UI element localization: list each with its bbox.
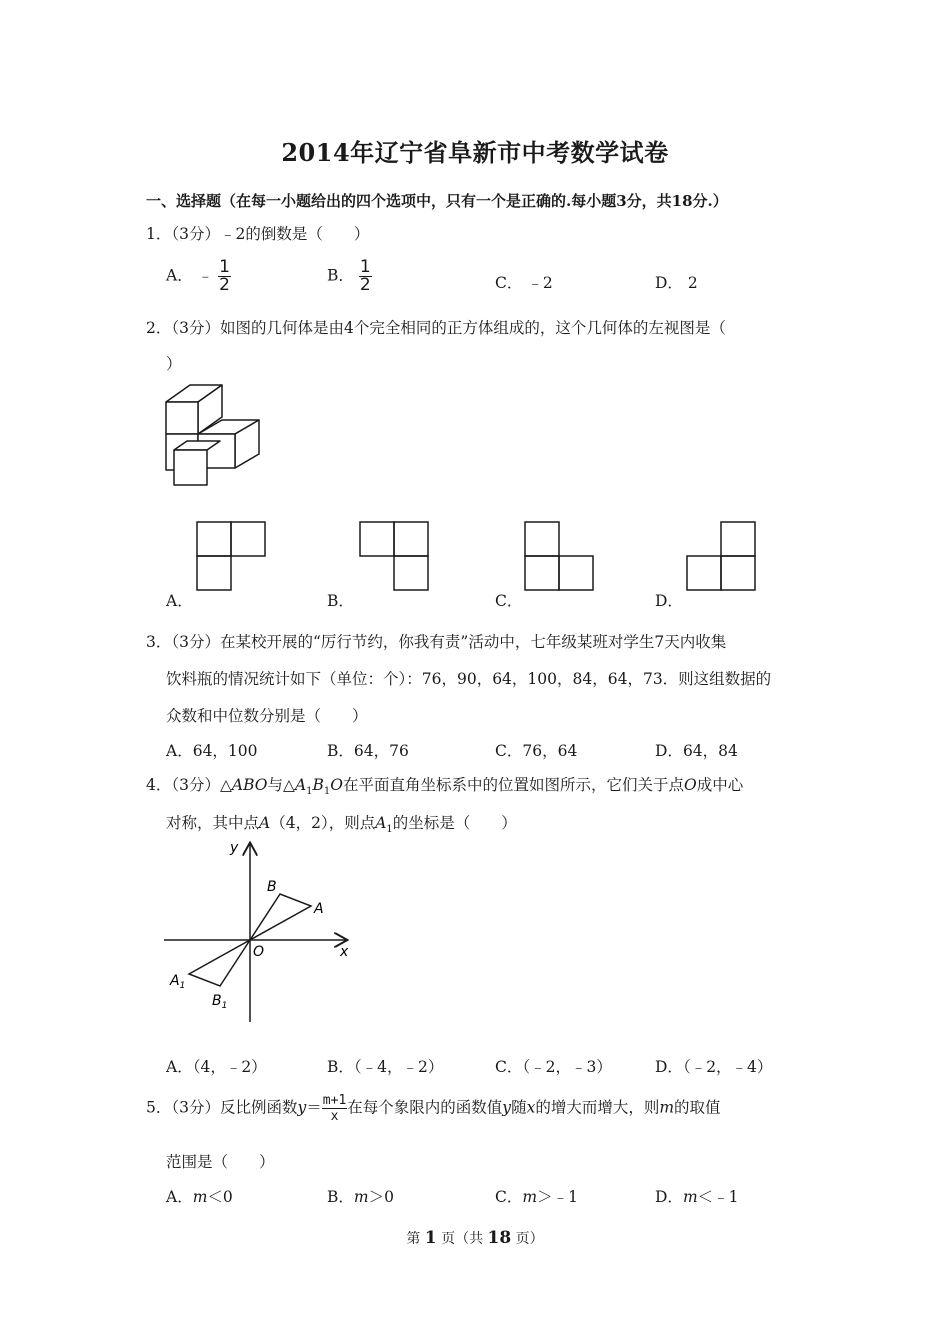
q4-option-d[interactable] [655,1055,772,1077]
q4-text: 对称，其中点 [166,814,260,832]
q4-point-a: A [259,814,271,832]
x-axis-label: x [340,944,349,960]
q4-option-a[interactable] [166,1055,267,1077]
q2-option-b[interactable]: B． [327,592,354,610]
q4-sub: 1 [306,786,313,798]
option-text: ＞﹣1 [537,1188,578,1206]
q4-sub: 1 [323,786,331,798]
option-text: 64，84 [682,742,738,760]
point-b1-label [212,993,227,1011]
q5-equals: ＝ [306,1098,322,1117]
footer-total-pages: 18 [487,1228,512,1248]
q4-o: O [330,776,343,794]
question-4-line2 [166,812,517,841]
option-label: C． [495,1058,523,1076]
q5-var-m: m [659,1098,675,1117]
option-text: ＜﹣1 [697,1188,739,1206]
q4-text: 的坐标是（ ） [392,814,517,832]
option-label: A． [166,266,193,285]
q2-option-d[interactable]: D． [655,592,683,610]
q4-text: 成中心 [696,776,744,794]
question-score: （3分） [171,225,220,243]
option-text: （﹣2，﹣3） [522,1058,612,1076]
option-label: B． [327,742,354,760]
point-a-label: A [314,901,324,917]
denominator: 2 [359,275,371,295]
q5-option-d[interactable] [655,1185,739,1207]
denominator: 2 [219,275,230,295]
question-score: （3分） [171,776,220,794]
option-var: m [192,1188,208,1206]
option-var: m [353,1188,369,1206]
q3-option-a[interactable] [166,739,258,761]
q5-text: 的取值 [674,1098,721,1117]
q4-b1: B [312,776,324,794]
option-text: ﹣2 [527,274,553,292]
question-text: 在某校开展的“厉行节约，你我有责”活动中，七年级某班对学生7天内收集 [220,633,727,651]
question-5 [146,1093,721,1124]
numerator: 1 [219,257,230,277]
section-heading: 一、选择题（在每一小题给出的四个选项中，只有一个是正确的.每小题3分，共18分.） [146,192,728,210]
q5-text: 随 [511,1098,527,1117]
fraction [359,259,372,294]
point-b-label: B [267,879,277,895]
point-a1-label [169,973,185,991]
q2-option-a-figure [196,521,266,591]
question-number: 2． [146,319,172,337]
question-4 [146,774,743,803]
page-footer [0,1228,950,1248]
footer-mid: 页（共 [441,1231,484,1247]
y-axis-label: y [230,840,239,856]
q5-var-y2: y [502,1098,512,1117]
q4-point-a1: A [375,814,387,832]
option-text: （﹣2，﹣4） [682,1058,773,1076]
question-3 [146,631,726,653]
q4-option-b[interactable] [327,1055,443,1077]
q1-option-d[interactable] [655,271,698,293]
point-b1-sub: 1 [221,1001,228,1011]
q4-text: △ [220,776,232,794]
origin-label: O [253,944,265,960]
q5-fraction [322,1093,347,1124]
option-label: D． [655,1188,683,1206]
q5-var-x: x [526,1098,536,1117]
option-text: 2 [687,274,698,292]
q4-a1: A [294,776,307,794]
footer-post: 页） [515,1231,544,1247]
question-score: （3分） [171,633,220,651]
q2-option-b-figure [359,521,429,591]
option-label: B． [327,1188,354,1206]
question-number: 3． [146,633,172,651]
page-title: 2014年辽宁省阜新市中考数学试卷 [281,138,669,167]
q1-option-c[interactable] [495,271,553,293]
option-label: C． [495,1188,523,1206]
q5-text: 反比例函数 [220,1098,298,1117]
q2-option-d-figure [686,521,756,591]
q2-option-c[interactable]: C． [495,592,523,610]
option-label: B． [327,1058,354,1076]
option-text: （﹣4，﹣2） [353,1058,444,1076]
q5-var-y: y [297,1098,307,1117]
q4-option-c[interactable] [495,1055,612,1077]
option-text: ＞0 [368,1188,394,1206]
question-text: 如图的几何体是由4个完全相同的正方体组成的，这个几何体的左视图是（ [220,319,726,337]
option-var: m [682,1188,698,1206]
q3-option-d[interactable] [655,739,738,761]
numerator: 1 [359,257,371,277]
q4-text: 与△ [267,776,295,794]
question-score: （3分） [171,1098,220,1117]
q1-option-b[interactable] [327,259,372,294]
option-text: ＜0 [207,1188,233,1206]
cube-figure [160,380,270,490]
triangle-a1b1o [189,940,250,986]
option-text: （4，﹣2） [192,1058,267,1076]
option-label: A． [166,1058,193,1076]
footer-pre: 第 [406,1231,421,1247]
q4-sub: 1 [386,824,393,836]
option-label: D． [655,274,683,292]
q5-text: 的增大而增大，则 [535,1098,660,1117]
option-text: 76，64 [522,742,578,760]
option-label: A． [166,1188,193,1206]
question-1 [146,223,369,245]
question-3-line3: 众数和中位数分别是（ ） [166,707,368,725]
option-label: D． [655,1058,683,1076]
q5-option-a[interactable] [166,1185,233,1207]
q2-option-a[interactable]: A． [166,592,193,610]
q1-option-a[interactable] [166,259,231,294]
point-a1-sub: 1 [179,981,186,991]
footer-page-number: 1 [424,1228,437,1248]
option-text: 64，100 [192,742,258,760]
option-var: m [522,1188,538,1206]
q2-option-c-figure [524,521,594,591]
option-sign: ﹣ [197,266,214,285]
question-text: ﹣2的倒数是（ ） [220,225,370,243]
question-number: 5． [146,1098,172,1117]
q4-o2: O [684,776,697,794]
question-3-line2: 饮料瓶的情况统计如下（单位：个）：76，90，64，100，84，64，73．则这组数据的 [166,670,772,688]
option-label: A． [166,742,193,760]
q4-abo: ABO [231,776,268,794]
option-label: C． [495,742,523,760]
question-2 [146,317,726,339]
numerator: m+1 [322,1093,347,1108]
q4-text: 在平面直角坐标系中的位置如图所示，它们关于点 [343,776,685,794]
q4-text: （4，2），则点 [270,814,376,832]
coordinate-figure [160,838,360,1028]
question-score: （3分） [171,319,220,337]
denominator: x [330,1109,339,1124]
question-number: 1． [146,225,172,243]
triangle-abo [250,894,311,940]
q5-option-c[interactable] [495,1185,578,1207]
q5-option-b[interactable] [327,1185,394,1207]
point-a1-letter: A [170,973,180,989]
option-label: D． [655,742,683,760]
option-label: B． [327,266,354,285]
question-number: 4． [146,776,172,794]
point-b1-letter: B [212,993,222,1009]
question-2-line2: ） [166,355,182,373]
q5-text: 在每个象限内的函数值 [347,1098,503,1117]
question-5-line2: 范围是（ ） [166,1153,275,1171]
option-text: 64，76 [353,742,409,760]
fraction [218,259,231,294]
option-label: C． [495,274,523,292]
q3-option-c[interactable] [495,739,577,761]
q3-option-b[interactable] [327,739,409,761]
